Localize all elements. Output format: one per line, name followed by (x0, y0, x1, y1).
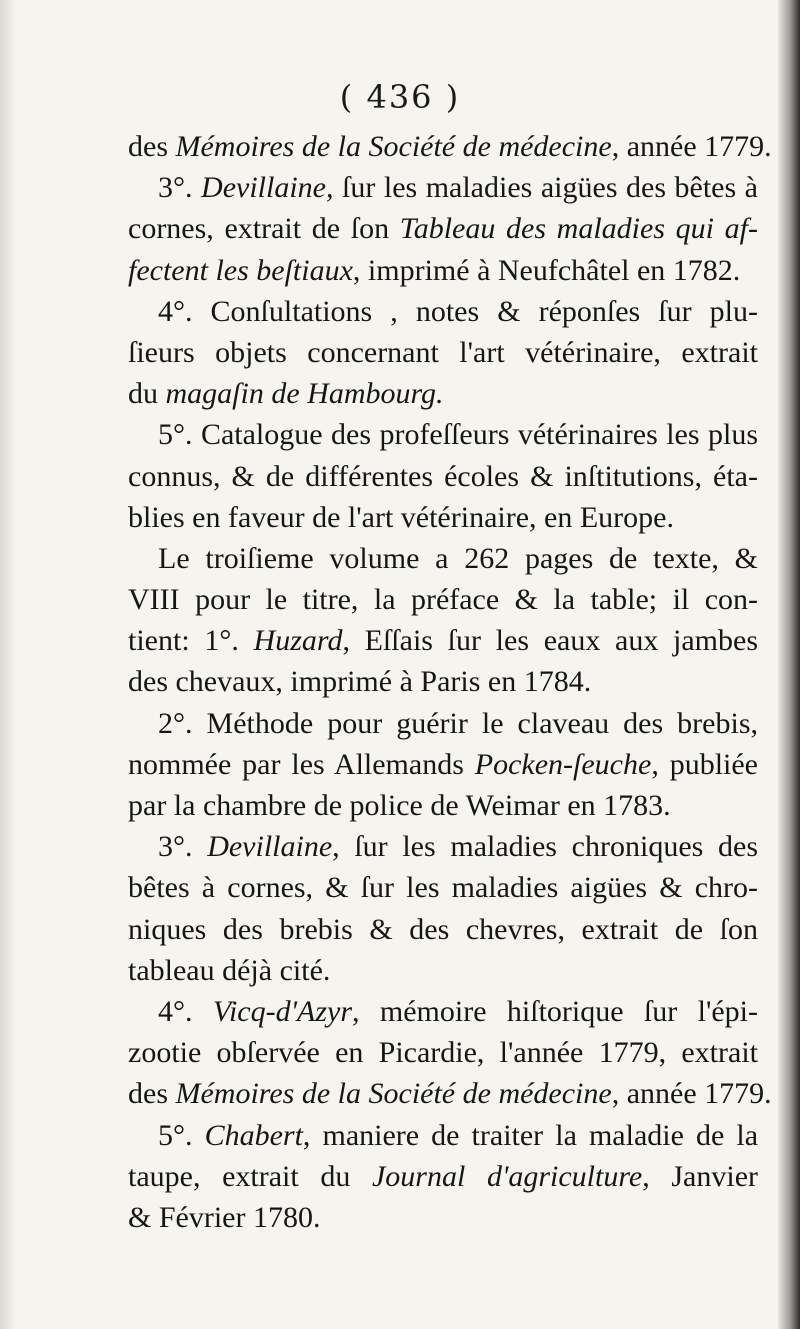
text-line (128, 538, 758, 579)
text-line (128, 167, 758, 208)
text-segment: , Eſſais ſur les eaux aux jambes (342, 624, 758, 658)
text-segment: des chevaux, imprimé à Paris en 1784. (128, 665, 592, 699)
text-line (128, 909, 758, 950)
page-number: ( 436 ) (339, 78, 461, 116)
italic-text: fectent les beſtiaux (128, 253, 353, 287)
italic-text: Huzard (253, 624, 343, 658)
text-line (128, 126, 772, 167)
text-line (128, 826, 758, 867)
text-segment: , Janvier (642, 1159, 758, 1193)
text-line (128, 373, 758, 414)
text-segment: Le troiſieme volume a 262 pages de texte, & (158, 541, 758, 575)
text-segment: bêtes à cornes, & ſur les maladies aigües & chro- (128, 871, 758, 905)
text-segment: , maniere de traiter la maladie de la (302, 1118, 759, 1152)
italic-text: Tableau des maladies qui af- (399, 212, 759, 246)
text-line (128, 703, 758, 744)
text-line (128, 661, 758, 702)
text-line (128, 867, 758, 908)
text-segment: 5°. Catalogue des profeſſeurs vétérinaires les plus (158, 418, 758, 452)
text-line (128, 950, 758, 991)
text-line (128, 456, 758, 497)
italic-text: Journal d'agriculture (371, 1159, 643, 1193)
text-segment: , mémoire hiſtorique ſur l'épi- (352, 994, 758, 1028)
text-line (128, 1032, 758, 1073)
text-segment: 3°. (158, 830, 208, 864)
text-segment: du (128, 377, 166, 411)
italic-text: Pocken-ſeuche (474, 747, 652, 781)
text-segment: zootie obſervée en Picardie, l'année 1779, extrait (128, 1036, 758, 1070)
text-segment: , ſur les maladies chroniques des (332, 830, 758, 864)
text-line (128, 744, 758, 785)
text-segment: 4°. Conſultations , notes & réponſes ſur plu- (158, 294, 758, 328)
text-segment: VIII pour le titre, la préface & la table; il con- (128, 583, 758, 617)
text-segment: 5°. (158, 1118, 205, 1152)
body-text (128, 126, 772, 1238)
italic-text: Mémoires de la Société de médecine (175, 130, 612, 163)
text-line (128, 785, 758, 826)
italic-text: Chabert (204, 1118, 303, 1152)
text-segment: cornes, extrait de ſon (128, 212, 400, 246)
text-segment: niques des brebis & des chevres, extrait de ſon (128, 912, 758, 946)
text-segment: tableau déjà cité. (128, 953, 331, 987)
text-line (128, 497, 758, 538)
text-segment: nommée par les Allemands (128, 747, 475, 781)
text-line (128, 1197, 758, 1238)
text-segment: 3°. (158, 171, 202, 205)
text-segment: des (128, 1077, 176, 1111)
text-segment: , année 1779. (611, 1077, 772, 1111)
text-segment: 2°. Méthode pour guérir le claveau des brebis, (158, 706, 758, 740)
text-segment: & Février 1780. (128, 1200, 321, 1234)
italic-text: Mémoires de la Société de médecine (175, 1077, 612, 1111)
text-line (128, 414, 758, 455)
text-line (128, 332, 758, 373)
text-segment: , année 1779. (611, 130, 772, 163)
text-segment: ſur les maladies aigües des bêtes à (333, 171, 758, 205)
text-line (128, 1115, 758, 1156)
text-segment: des (128, 130, 176, 163)
text-line (128, 250, 758, 291)
text-segment: , imprimé à Neufchâtel en 1782. (352, 253, 741, 287)
text-line (128, 991, 758, 1032)
italic-text: magaſin de Hambourg. (165, 377, 444, 411)
text-line (128, 208, 758, 249)
text-segment: ſieurs objets concernant l'art vétérinaire, extrait (128, 335, 758, 369)
text-line (128, 1073, 772, 1114)
page-edge-right (778, 0, 800, 1329)
italic-text: Devillaine (207, 830, 333, 864)
text-segment: tient: 1°. (128, 624, 254, 658)
text-line (128, 620, 758, 661)
text-line (128, 1156, 758, 1197)
text-segment: taupe, extrait du (128, 1159, 372, 1193)
text-line (128, 579, 758, 620)
page-edge-left (0, 0, 14, 1329)
text-segment: , publiée (651, 747, 758, 781)
text-segment: connus, & de différentes écoles & inſtitutions, éta- (128, 459, 758, 493)
text-segment: 4°. (158, 994, 213, 1028)
italic-text: Devillaine, (201, 171, 334, 205)
text-line (128, 291, 758, 332)
text-segment: blies en faveur de l'art vétérinaire, en Europe. (128, 500, 674, 534)
italic-text: Vicq-d'Azyr (212, 994, 353, 1028)
text-segment: par la chambre de police de Weimar en 1783. (128, 789, 671, 822)
